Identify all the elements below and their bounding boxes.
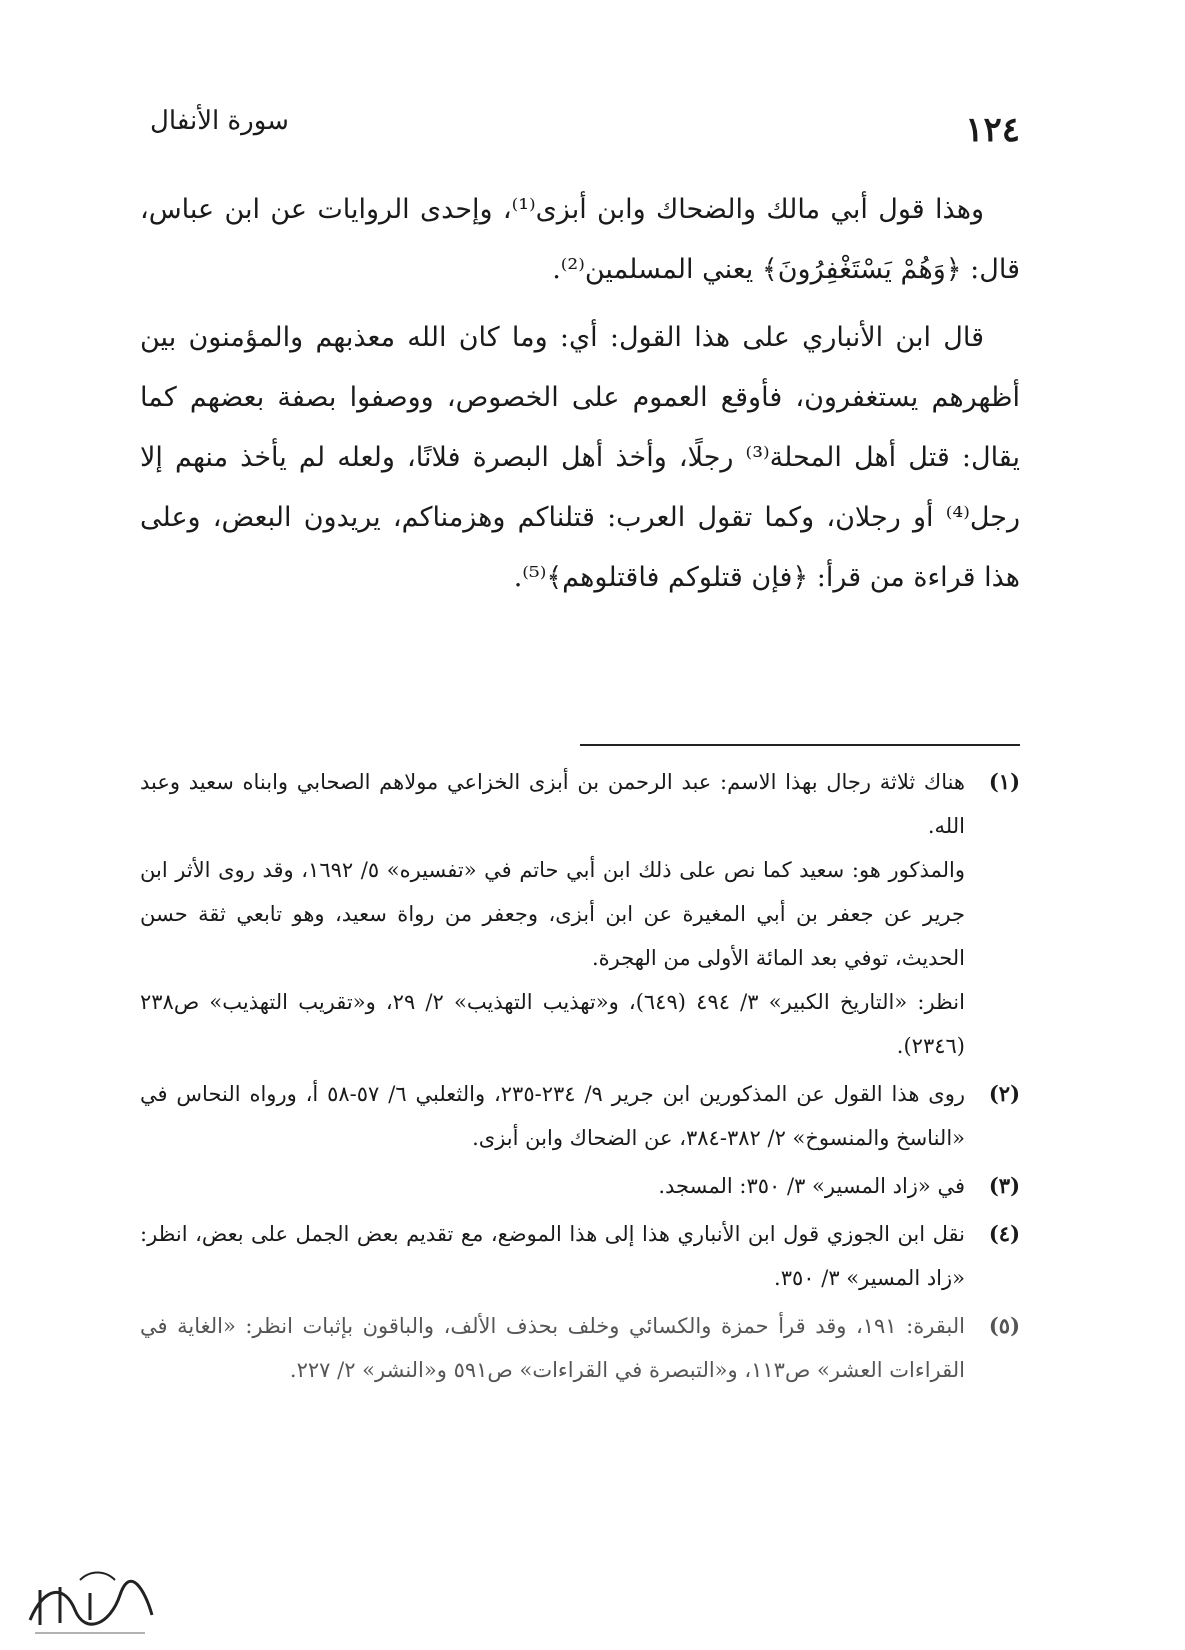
footnotes [140, 760, 1020, 1396]
surah-title: سورة الأنفال [150, 106, 289, 136]
footnote-number: (٥) [988, 1313, 1020, 1338]
footnote-3 [140, 1164, 1020, 1208]
footnote-number: (٢) [988, 1081, 1020, 1106]
footnote-2 [140, 1072, 1020, 1160]
footnote-number: (٣) [988, 1173, 1020, 1198]
footnote-number: (٤) [988, 1221, 1020, 1246]
footnote-line: نقل ابن الجوزي قول ابن الأنباري هذا إلى هذا الموضع، مع تقديم بعض الجمل على بعض، انظر: «زاد المسير» ٣/ ٣٥٠. [140, 1222, 965, 1290]
footnote-line: البقرة: ١٩١، وقد قرأ حمزة والكسائي وخلف بحذف الألف، والباقون بإثبات انظر: «الغاية في القراءات العشر» ص١١٣، و«التبصرة في القراءات» ص٥٩١ و«النشر» ٢/ ٢٢٧. [140, 1314, 965, 1382]
footnote-line: والمذكور هو: سعيد كما نص على ذلك ابن أبي حاتم في «تفسيره» ٥/ ١٦٩٢، وقد روى الأثر ابن جرير عن جعفر بن أبي المغيرة عن ابن أبزى، وجعفر من رواة سعيد، وهو تابعي ثقة حسن الحديث، توفي بعد المائة الأولى من الهجرة. [140, 858, 965, 970]
footnote-line: في «زاد المسير» ٣/ ٣٥٠: المسجد. [658, 1174, 965, 1198]
footnote-number: (١) [988, 769, 1020, 794]
footnote-4 [140, 1212, 1020, 1300]
footnote-line: روى هذا القول عن المذكورين ابن جرير ٩/ ٢٣٤-٢٣٥، والثعلبي ٦/ ٥٧-٥٨ أ، ورواه النحاس في «الناسخ والمنسوخ» ٢/ ٣٨٢-٣٨٤، عن الضحاك وابن أبزى. [140, 1082, 966, 1150]
page-header [150, 100, 1020, 160]
footnote-line: هناك ثلاثة رجال بهذا الاسم: عبد الرحمن بن أبزى الخزاعي مولاهم الصحابي وابناه سعيد وعبد الله. [140, 770, 965, 838]
page-number: ١٢٤ [965, 110, 1020, 150]
publisher-logo [20, 1565, 160, 1640]
footnote-divider [580, 744, 1020, 746]
main-text [140, 180, 1020, 608]
paragraph: قال ابن الأنباري على هذا القول: أي: وما كان الله معذبهم والمؤمنون بين أظهرهم يستغفرون، فأوقع العموم على الخصوص، ووصفوا بصفة بعضهم كما يقال: قتل أهل المحلة⁽³⁾ رجلًا، وأخذ أهل البصرة فلانًا، ولعله لم يأخذ منهم إلا رجل⁽⁴⁾ أو رجلان، وكما تقول العرب: قتلناكم وهزمناكم، يريدون البعض، وعلى هذا قراءة من قرأ: ﴿فإن قتلوكم فاقتلوهم﴾⁽⁵⁾. [140, 322, 1020, 593]
footnote-1 [140, 760, 1020, 1068]
footnote-line: انظر: «التاريخ الكبير» ٣/ ٤٩٤ (٦٤٩)، و«تهذيب التهذيب» ٢/ ٢٩، و«تقريب التهذيب» ص٢٣٨ (٢٣٤٦). [140, 990, 965, 1058]
footnote-5 [140, 1304, 1020, 1392]
paragraph: وهذا قول أبي مالك والضحاك وابن أبزى⁽¹⁾، وإحدى الروايات عن ابن عباس، قال: ﴿وَهُمْ يَسْتَغْفِرُونَ﴾ يعني المسلمين⁽²⁾. [140, 194, 1020, 285]
